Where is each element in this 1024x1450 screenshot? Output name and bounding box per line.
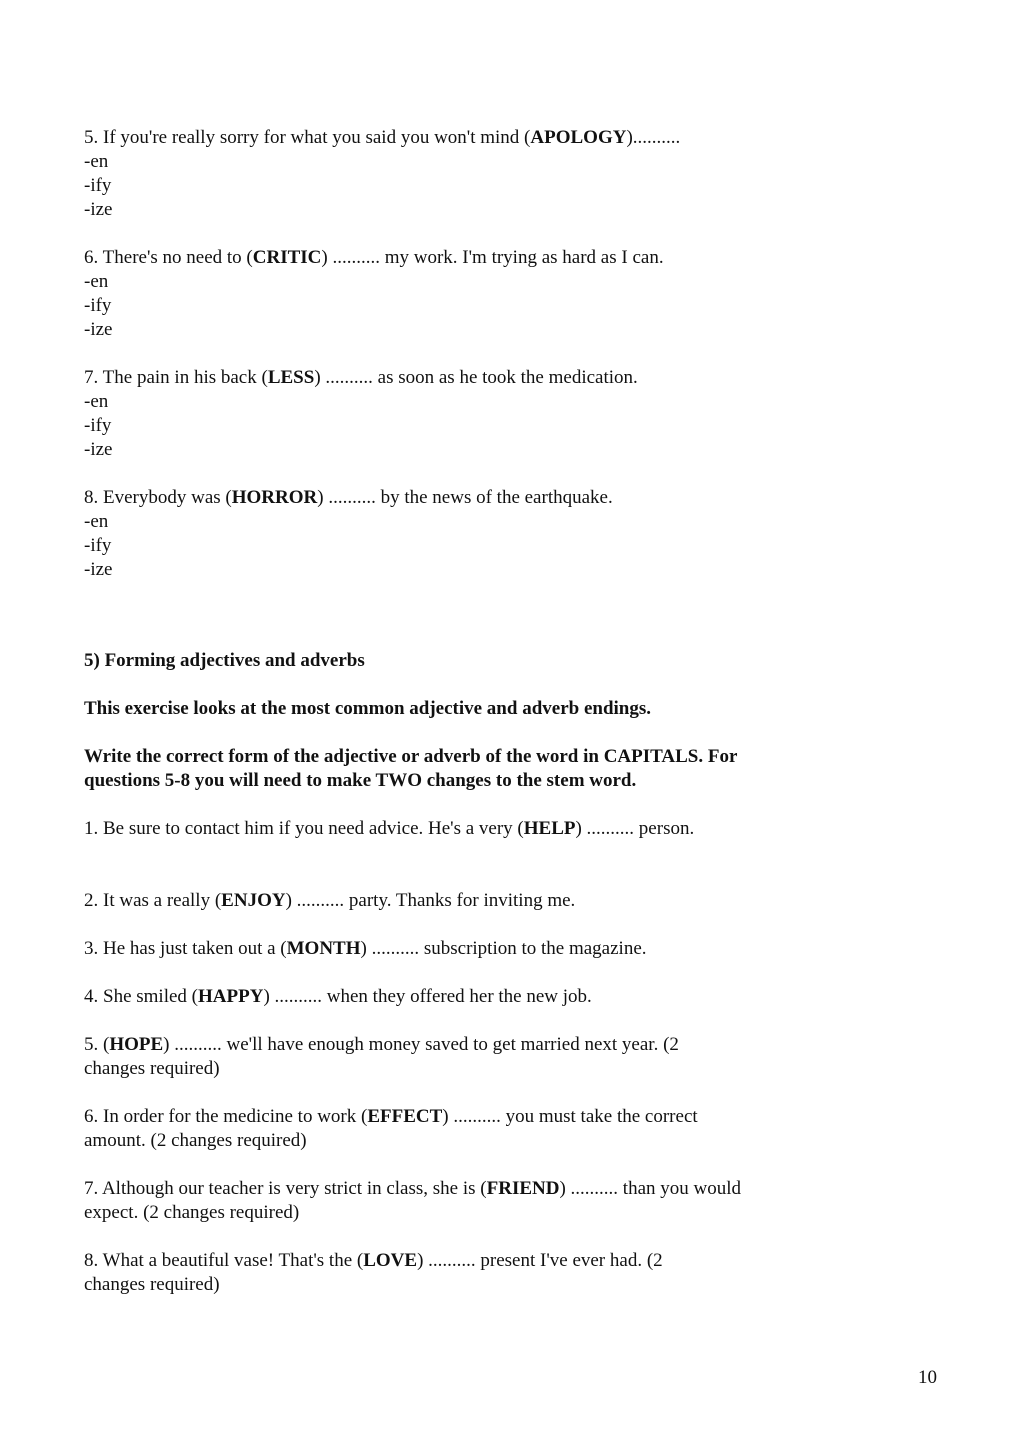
question-text: 8. Everybody was (HORROR) .......... by the news of the earthquake. [84,487,613,508]
option-ize: -ize [84,319,113,340]
option-ify: -ify [84,295,112,316]
stem-word: LOVE [363,1250,418,1271]
stem-word: HAPPY [198,986,264,1007]
exercise-item [84,817,774,841]
options-list [84,510,774,582]
section-intro: This exercise looks at the most common adjective and adverb endings. [84,698,651,719]
exercise-item [84,937,774,961]
options-list [84,270,774,342]
option-en: -en [84,391,109,412]
option-ify: -ify [84,175,112,196]
stem-word: HOPE [109,1034,164,1055]
page-number: 10 [918,1367,937,1388]
question-text: 7. Although our teacher is very strict in class, she is (FRIEND) .......... than you would expect. (2 changes required) [84,1178,742,1223]
exercise-item [84,985,774,1009]
question-text: 4. She smiled (HAPPY) .......... when they offered her the new job. [84,986,592,1007]
question-text: 8. What a beautiful vase! That's the (LOVE) .......... present I've ever had. (2 changes required) [84,1250,663,1295]
exercise-item [84,1177,774,1225]
option-ify: -ify [84,415,112,436]
stem-word: ENJOY [221,890,286,911]
stem-word: HELP [523,818,576,839]
option-ize: -ize [84,199,113,220]
question-text: 3. He has just taken out a (MONTH) .......... subscription to the magazine. [84,938,647,959]
stem-word: APOLOGY [530,127,627,148]
exercise-item [84,1249,774,1297]
stem-word: LESS [267,367,315,388]
option-ize: -ize [84,559,113,580]
options-list [84,150,774,222]
exercise-item [84,1105,774,1153]
exercise-item [84,889,774,913]
option-en: -en [84,151,109,172]
option-en: -en [84,271,109,292]
exercise-item [84,486,774,582]
question-text: 2. It was a really (ENJOY) .......... party. Thanks for inviting me. [84,890,576,911]
question-text: 7. The pain in his back (LESS) .......... as soon as he took the medication. [84,367,638,388]
stem-word: EFFECT [367,1106,443,1127]
exercise-item [84,246,774,342]
question-text: 6. In order for the medicine to work (EFFECT) .......... you must take the correct amount. (2 changes required) [84,1106,698,1151]
stem-word: HORROR [231,487,318,508]
exercise-item [84,1033,774,1081]
question-text: 6. There's no need to (CRITIC) .......... my work. I'm trying as hard as I can. [84,247,664,268]
question-text: 5. (HOPE) .......... we'll have enough money saved to get married next year. (2 changes required) [84,1034,679,1079]
page-content [84,126,774,1321]
stem-word: MONTH [286,938,361,959]
exercise-item [84,126,774,222]
section-instructions: Write the correct form of the adjective or adverb of the word in CAPITALS. For questions 5-8 you will need to make TWO changes to the stem word. [84,746,738,791]
question-text: 5. If you're really sorry for what you said you won't mind (APOLOGY).......... [84,127,681,148]
option-ify: -ify [84,535,112,556]
section-title: 5) Forming adjectives and adverbs [84,650,365,671]
stem-word: FRIEND [486,1178,560,1199]
exercise-item [84,366,774,462]
question-text: 1. Be sure to contact him if you need advice. He's a very (HELP) .......... person. [84,818,695,839]
option-ize: -ize [84,439,113,460]
option-en: -en [84,511,109,532]
options-list [84,390,774,462]
stem-word: CRITIC [252,247,322,268]
